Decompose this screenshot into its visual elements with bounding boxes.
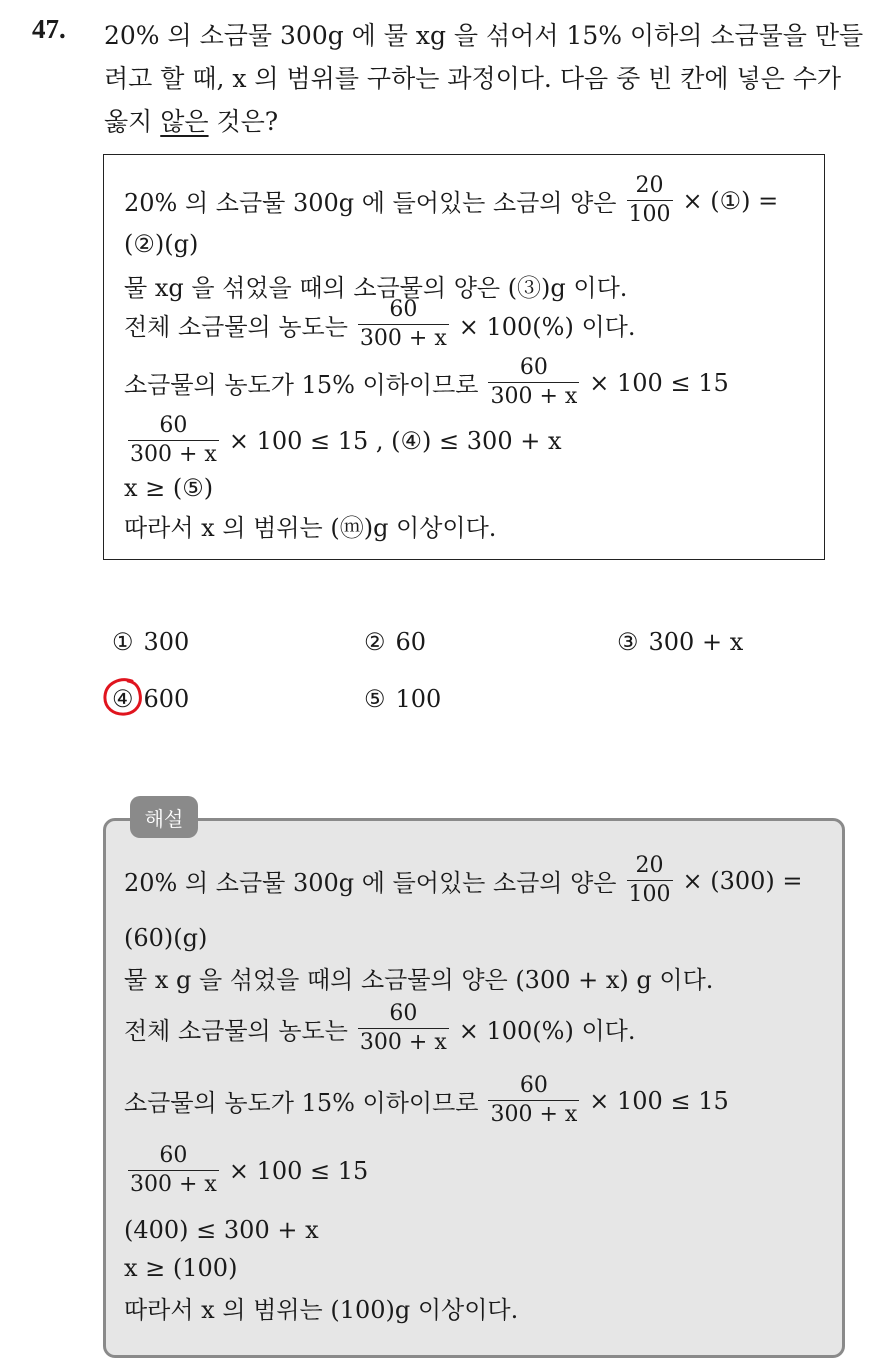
solution-line-7: (400) ≤ 300 + x bbox=[124, 1216, 319, 1244]
solution-line-2: (60)(g) bbox=[124, 924, 208, 952]
choice-mark: ④ bbox=[112, 685, 134, 713]
box-line-2: (②)(g) bbox=[124, 230, 199, 258]
fraction bbox=[488, 1072, 579, 1129]
question-line-2: 려고 할 때, x 의 범위를 구하는 과정이다. 다음 중 빈 칸에 넣은 수가 bbox=[104, 64, 842, 93]
box-line-1 bbox=[124, 172, 778, 229]
question-line-1: 20% 의 소금물 300g 에 물 xg 을 섞어서 15% 이하의 소금물을 만들 bbox=[104, 21, 864, 50]
box-line-1-post: × (①) = bbox=[682, 186, 779, 215]
box-line-8: 따라서 x 의 범위는 (ⓜ)g 이상이다. bbox=[124, 514, 497, 542]
box-line-5 bbox=[124, 354, 729, 411]
choice-mark: ② bbox=[364, 628, 386, 656]
choice-value: 300 + x bbox=[648, 628, 744, 656]
underlined-word: 않은 bbox=[160, 107, 209, 136]
question-line-3 bbox=[104, 100, 864, 143]
fraction bbox=[128, 412, 219, 469]
fraction bbox=[358, 1000, 449, 1057]
answer-circle-mark-icon bbox=[102, 677, 144, 717]
fraction-numerator: 20 bbox=[635, 853, 664, 878]
fraction-numerator: 60 bbox=[159, 413, 188, 438]
choice-value: 600 bbox=[143, 685, 190, 713]
fraction-denominator: 300 + x bbox=[359, 326, 447, 351]
solution-line-9: 따라서 x 의 범위는 (100)g 이상이다. bbox=[124, 1296, 519, 1324]
box-line-5-pre: 소금물의 농도가 15% 이하이므로 bbox=[124, 371, 479, 399]
question-number: 47. bbox=[32, 14, 66, 44]
solution-line-1-pre: 20% 의 소금물 300g 에 들어있는 소금의 양은 bbox=[124, 869, 617, 897]
solution-line-4-pre: 전체 소금물의 농도는 bbox=[124, 1017, 348, 1045]
question-line-3-pre: 옳지 bbox=[104, 107, 161, 136]
solution-label: 해설 bbox=[130, 796, 198, 838]
solution-line-5 bbox=[124, 1072, 729, 1129]
fraction bbox=[128, 1142, 219, 1199]
fraction-denominator: 300 + x bbox=[359, 1030, 447, 1055]
fraction bbox=[358, 296, 449, 353]
box-line-4-post: × 100(%) 이다. bbox=[458, 313, 636, 341]
solution-line-5-post: × 100 ≤ 15 bbox=[589, 1086, 729, 1115]
fraction-numerator: 60 bbox=[159, 1143, 188, 1168]
fraction-denominator: 300 + x bbox=[490, 384, 578, 409]
choice-mark: ⑤ bbox=[364, 685, 386, 713]
fraction-denominator: 100 bbox=[628, 882, 671, 907]
box-line-1-pre: 20% 의 소금물 300g 에 들어있는 소금의 양은 bbox=[124, 189, 617, 217]
box-line-4-pre: 전체 소금물의 농도는 bbox=[124, 313, 348, 341]
fraction-denominator: 300 + x bbox=[130, 1172, 217, 1197]
box-line-3: 물 xg 을 섞었을 때의 소금물의 양은 (③)g 이다. bbox=[124, 274, 628, 302]
choice-value: 60 bbox=[395, 628, 427, 656]
solution-line-8: x ≥ (100) bbox=[124, 1254, 238, 1282]
choice-mark: ① bbox=[112, 628, 134, 656]
box-line-6-post: × 100 ≤ 15 , (④) ≤ 300 + x bbox=[228, 426, 562, 455]
choice-value: 100 bbox=[395, 685, 442, 713]
box-line-4 bbox=[124, 296, 635, 353]
solution-line-1-post: × (300) = bbox=[682, 866, 803, 895]
question-text bbox=[104, 14, 864, 143]
choice-5[interactable] bbox=[364, 685, 441, 713]
fraction-numerator: 60 bbox=[519, 1073, 548, 1098]
solution-line-4-post: × 100(%) 이다. bbox=[458, 1017, 636, 1045]
solution-line-4 bbox=[124, 1000, 635, 1057]
box-line-6 bbox=[124, 412, 562, 469]
question-line-3-post: 것은? bbox=[208, 107, 279, 136]
solution-line-5-pre: 소금물의 농도가 15% 이하이므로 bbox=[124, 1089, 479, 1117]
choice-3[interactable] bbox=[617, 628, 743, 656]
fraction-numerator: 60 bbox=[389, 1001, 418, 1026]
box-line-5-post: × 100 ≤ 15 bbox=[589, 368, 729, 397]
fraction-numerator: 60 bbox=[389, 297, 418, 322]
fraction bbox=[627, 172, 673, 229]
choice-mark: ③ bbox=[617, 628, 639, 656]
fraction-denominator: 300 + x bbox=[130, 442, 217, 467]
fraction-denominator: 100 bbox=[628, 202, 671, 227]
fraction bbox=[627, 852, 673, 909]
choice-value: 300 bbox=[143, 628, 190, 656]
box-line-7: x ≥ (⑤) bbox=[124, 474, 214, 502]
choice-1[interactable] bbox=[112, 628, 189, 656]
fraction bbox=[488, 354, 579, 411]
solution-line-6-post: × 100 ≤ 15 bbox=[228, 1156, 369, 1185]
fraction-denominator: 300 + x bbox=[490, 1102, 578, 1127]
solution-line-3: 물 x g 을 섞었을 때의 소금물의 양은 (300 + x) g 이다. bbox=[124, 966, 714, 994]
fraction-numerator: 60 bbox=[519, 355, 548, 380]
solution-line-6 bbox=[124, 1142, 368, 1199]
solution-line-1 bbox=[124, 852, 803, 909]
choice-2[interactable] bbox=[364, 628, 426, 656]
fraction-numerator: 20 bbox=[635, 173, 664, 198]
